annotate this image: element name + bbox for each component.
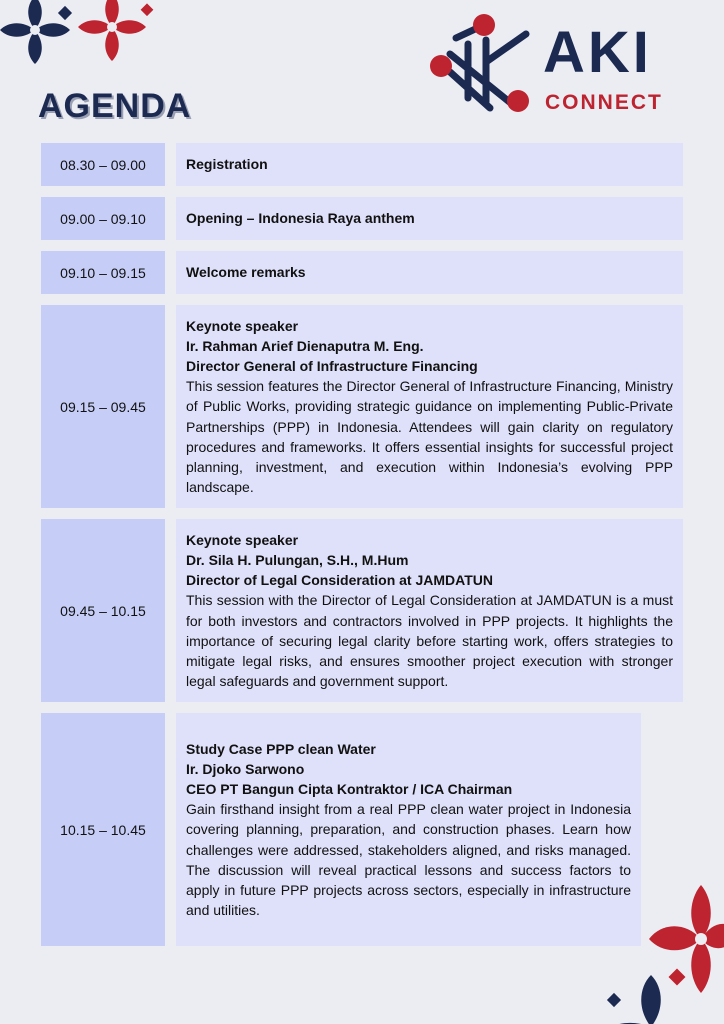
agenda-row-keynote-2: [41, 519, 683, 702]
agenda-title: Registration: [186, 156, 268, 173]
agenda-content: [176, 143, 683, 186]
agenda-time: 10.15 – 10.45: [41, 713, 165, 946]
page-title: AGENDA: [38, 87, 192, 125]
logo-text-aki: AKI: [543, 20, 652, 85]
agenda-description: This session features the Director General of Infrastructure Financing, Ministry of Public Works, providing strategic guidance on implementing Public-Private Partnerships (PPP) in Indonesia. Attendees will gain clarity on regulatory procedures and frameworks. It offers essential insights for successful project planning, investment, and execution within Indonesia’s evolving PPP landscape.: [186, 378, 673, 496]
agenda-speaker-role: CEO PT Bangun Cipta Kontraktor / ICA Chairman: [186, 780, 513, 797]
agenda-session-label: Keynote speaker: [186, 317, 299, 334]
agenda-row-opening: [41, 197, 683, 240]
agenda-speaker: Dr. Sila H. Pulungan, S.H., M.Hum: [186, 551, 409, 568]
agenda-title: Opening – Indonesia Raya anthem: [186, 210, 415, 227]
agenda-content: [176, 197, 683, 240]
agenda-time: 09.00 – 09.10: [41, 197, 165, 240]
logo-network-icon: [428, 12, 538, 122]
agenda-speaker: Ir. Rahman Arief Dienaputra M. Eng.: [186, 337, 424, 354]
agenda-title: Welcome remarks: [186, 264, 306, 281]
decorative-flower-top-left: [0, 0, 160, 70]
agenda-content: [176, 305, 683, 508]
agenda-content: [176, 713, 641, 946]
agenda-time: 09.45 – 10.15: [41, 519, 165, 702]
agenda-time: 09.10 – 09.15: [41, 251, 165, 294]
agenda-content: [176, 251, 683, 294]
decorative-flower-bottom-right: [589, 859, 724, 1024]
agenda-session-label: Study Case PPP clean Water: [186, 740, 376, 757]
agenda-description: Gain firsthand insight from a real PPP clean water project in Indonesia covering planning, preparation, and construction phases. Learn how challenges were addressed, stakeholders aligned, and risks managed. The discussion will reveal practical lessons and success factors to apply in future PPP projects across sectors, especially in infrastructure and utilities.: [186, 801, 631, 919]
agenda-time: 08.30 – 09.00: [41, 143, 165, 186]
agenda-description: This session with the Director of Legal Consideration at JAMDATUN is a must for both investors and contractors involved in PPP projects. It highlights the importance of securing legal clarity before starting work, offers strategies to mitigate legal risks, and ensures smoother project execution with stronger legal safeguards and government support.: [186, 592, 673, 690]
aki-connect-logo: [428, 12, 688, 122]
agenda-time: 09.15 – 09.45: [41, 305, 165, 508]
agenda-content: [176, 519, 683, 702]
agenda-session-label: Keynote speaker: [186, 531, 299, 548]
agenda-speaker: Ir. Djoko Sarwono: [186, 760, 305, 777]
agenda-row-study-case: [41, 713, 683, 946]
logo-text-connect: CONNECT: [545, 91, 663, 114]
agenda-row-keynote-1: [41, 305, 683, 508]
agenda-row-welcome: [41, 251, 683, 294]
agenda-speaker-role: Director of Legal Consideration at JAMDATUN: [186, 572, 493, 589]
agenda-row-registration: [41, 143, 683, 186]
agenda-speaker-role: Director General of Infrastructure Financing: [186, 357, 478, 374]
